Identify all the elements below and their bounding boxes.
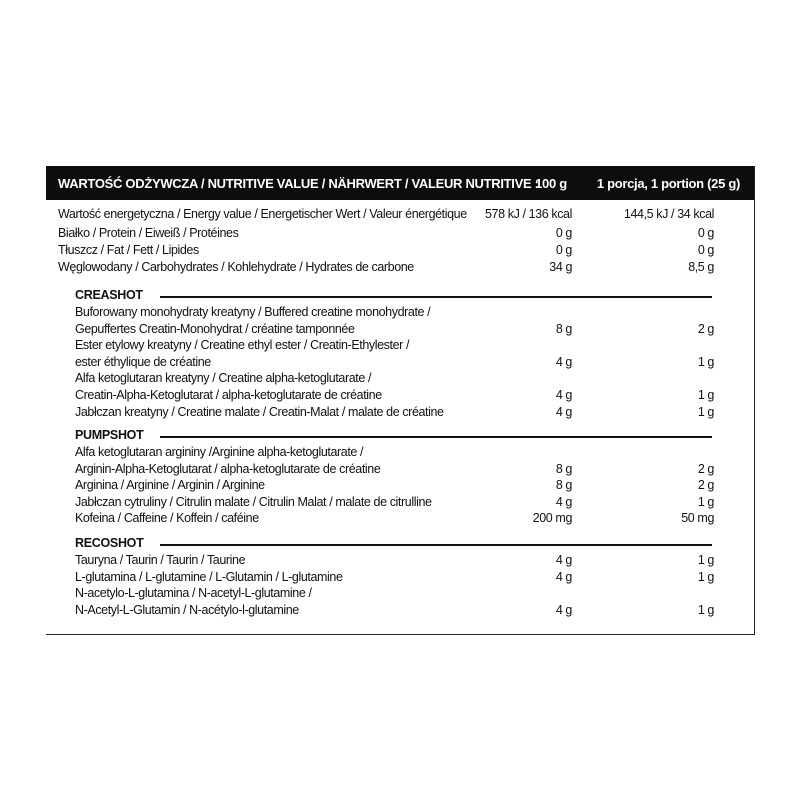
value-per-100g: 4 g — [555, 404, 572, 419]
value-per-100g: 4 g — [555, 602, 572, 617]
section-title-creashot: CREASHOT — [75, 288, 143, 302]
value-per-portion: 0 g — [697, 226, 714, 240]
section-title-recoshot: RECOSHOT — [75, 536, 144, 550]
nutrient-name: ester éthylique de créatine — [75, 354, 211, 369]
value-per-portion: 2 g — [697, 461, 714, 476]
nutrient-name: Kofeina / Caffeine / Koffein / caféine — [75, 511, 259, 526]
value-per-portion: 1 g — [697, 569, 714, 584]
table-row — [75, 305, 695, 322]
value-per-100g: 4 g — [555, 494, 572, 509]
section-divider — [160, 544, 712, 546]
nutrient-name: Arginin-Alpha-Ketoglutarat / alpha-ketoglutarate de créatine — [75, 461, 381, 476]
table-row — [58, 226, 738, 243]
nutrient-name: L-glutamina / L-glutamine / L-Glutamin / L-glutamine — [75, 569, 343, 584]
nutrient-name: Ester etylowy kreatyny / Creatine ethyl ester / Creatin-Ethylester / — [75, 338, 410, 353]
value-per-portion: 144,5 kJ / 34 kcal — [623, 207, 714, 221]
nutrient-name: Gepuffertes Creatin-Monohydrat / créatine tamponnée — [75, 321, 355, 336]
value-per-100g: 0 g — [555, 226, 572, 240]
header-col-100g: 100 g — [535, 176, 567, 191]
value-per-portion: 50 mg — [681, 511, 714, 526]
header-col-portion: 1 porcja, 1 portion (25 g) — [596, 176, 740, 191]
value-per-100g: 200 mg — [532, 511, 572, 526]
table-row — [75, 461, 714, 479]
value-per-portion: 1 g — [697, 553, 714, 567]
table-row — [75, 511, 714, 528]
value-per-100g: 8 g — [555, 321, 572, 336]
value-per-portion: 8,5 g — [688, 260, 714, 274]
table-row — [58, 243, 738, 260]
table-row — [75, 569, 714, 587]
table-row — [75, 494, 714, 512]
nutrient-name: Wartość energetyczna / Energy value / Energetischer Wert / Valeur énergétique — [58, 207, 467, 221]
value-per-portion: 1 g — [697, 404, 714, 419]
value-per-portion: 0 g — [697, 243, 714, 257]
value-per-portion: 1 g — [697, 388, 714, 402]
value-per-portion: 2 g — [697, 478, 714, 493]
table-row — [75, 388, 714, 405]
value-per-portion: 1 g — [697, 602, 714, 617]
table-row — [75, 371, 695, 388]
nutrient-name: Buforowany monohydraty kreatyny / Buffered creatine monohydrate / — [75, 305, 431, 319]
nutrient-name: N-Acetyl-L-Glutamin / N-acétylo-l-glutamine — [75, 602, 299, 617]
nutrient-name: Jabłczan cytruliny / Citrulin malate / Citrulin Malat / malate de citrulline — [75, 494, 432, 509]
table-row — [75, 553, 714, 570]
value-per-portion: 1 g — [697, 494, 714, 509]
nutrient-name: Węglowodany / Carbohydrates / Kohlehydrate / Hydrates de carbone — [58, 260, 414, 274]
nutrient-name: Alfa ketoglutaran kreatyny / Creatine alpha-ketoglutarate / — [75, 371, 372, 386]
table-row — [75, 321, 714, 339]
value-per-100g: 8 g — [555, 461, 572, 476]
table-row — [75, 354, 714, 372]
table-row — [75, 338, 695, 355]
nutrient-name: Tłuszcz / Fat / Fett / Lipides — [58, 243, 199, 257]
value-per-100g: 4 g — [555, 388, 572, 402]
table-row — [58, 260, 738, 277]
nutrient-name: Arginina / Arginine / Arginin / Arginine — [75, 478, 265, 493]
section-title-pumpshot: PUMPSHOT — [75, 428, 144, 442]
value-per-100g: 0 g — [555, 243, 572, 257]
value-per-100g: 578 kJ / 136 kcal — [484, 207, 572, 221]
table-row — [75, 478, 714, 495]
table-row — [75, 586, 695, 603]
nutrient-name: Białko / Protein / Eiweiß / Protéines — [58, 226, 239, 240]
value-per-100g: 4 g — [555, 553, 572, 567]
value-per-100g: 4 g — [555, 569, 572, 584]
table-row — [75, 445, 695, 462]
value-per-100g: 8 g — [555, 478, 572, 493]
nutrient-name: Tauryna / Taurin / Taurin / Taurine — [75, 553, 246, 567]
table-row — [75, 404, 714, 422]
table-row — [75, 602, 714, 620]
nutrient-name: Alfa ketoglutaran argininy /Arginine alpha-ketoglutarate / — [75, 445, 364, 459]
section-divider — [160, 436, 712, 438]
table-row — [58, 207, 738, 224]
value-per-portion: 2 g — [697, 321, 714, 336]
header-title: WARTOŚĆ ODŻYWCZA / NUTRITIVE VALUE / NÄHRWERT / VALEUR NUTRITIVE : — [58, 176, 539, 191]
nutrient-name: Creatin-Alpha-Ketoglutarat / alpha-ketoglutarate de créatine — [75, 388, 382, 402]
nutrient-name: N-acetylo-L-glutamina / N-acetyl-L-glutamine / — [75, 586, 312, 601]
section-divider — [160, 296, 712, 298]
value-per-portion: 1 g — [697, 354, 714, 369]
value-per-100g: 34 g — [549, 260, 572, 274]
value-per-100g: 4 g — [555, 354, 572, 369]
nutrient-name: Jabłczan kreatyny / Creatine malate / Creatin-Malat / malate de créatine — [75, 404, 444, 419]
table-header — [46, 166, 754, 200]
